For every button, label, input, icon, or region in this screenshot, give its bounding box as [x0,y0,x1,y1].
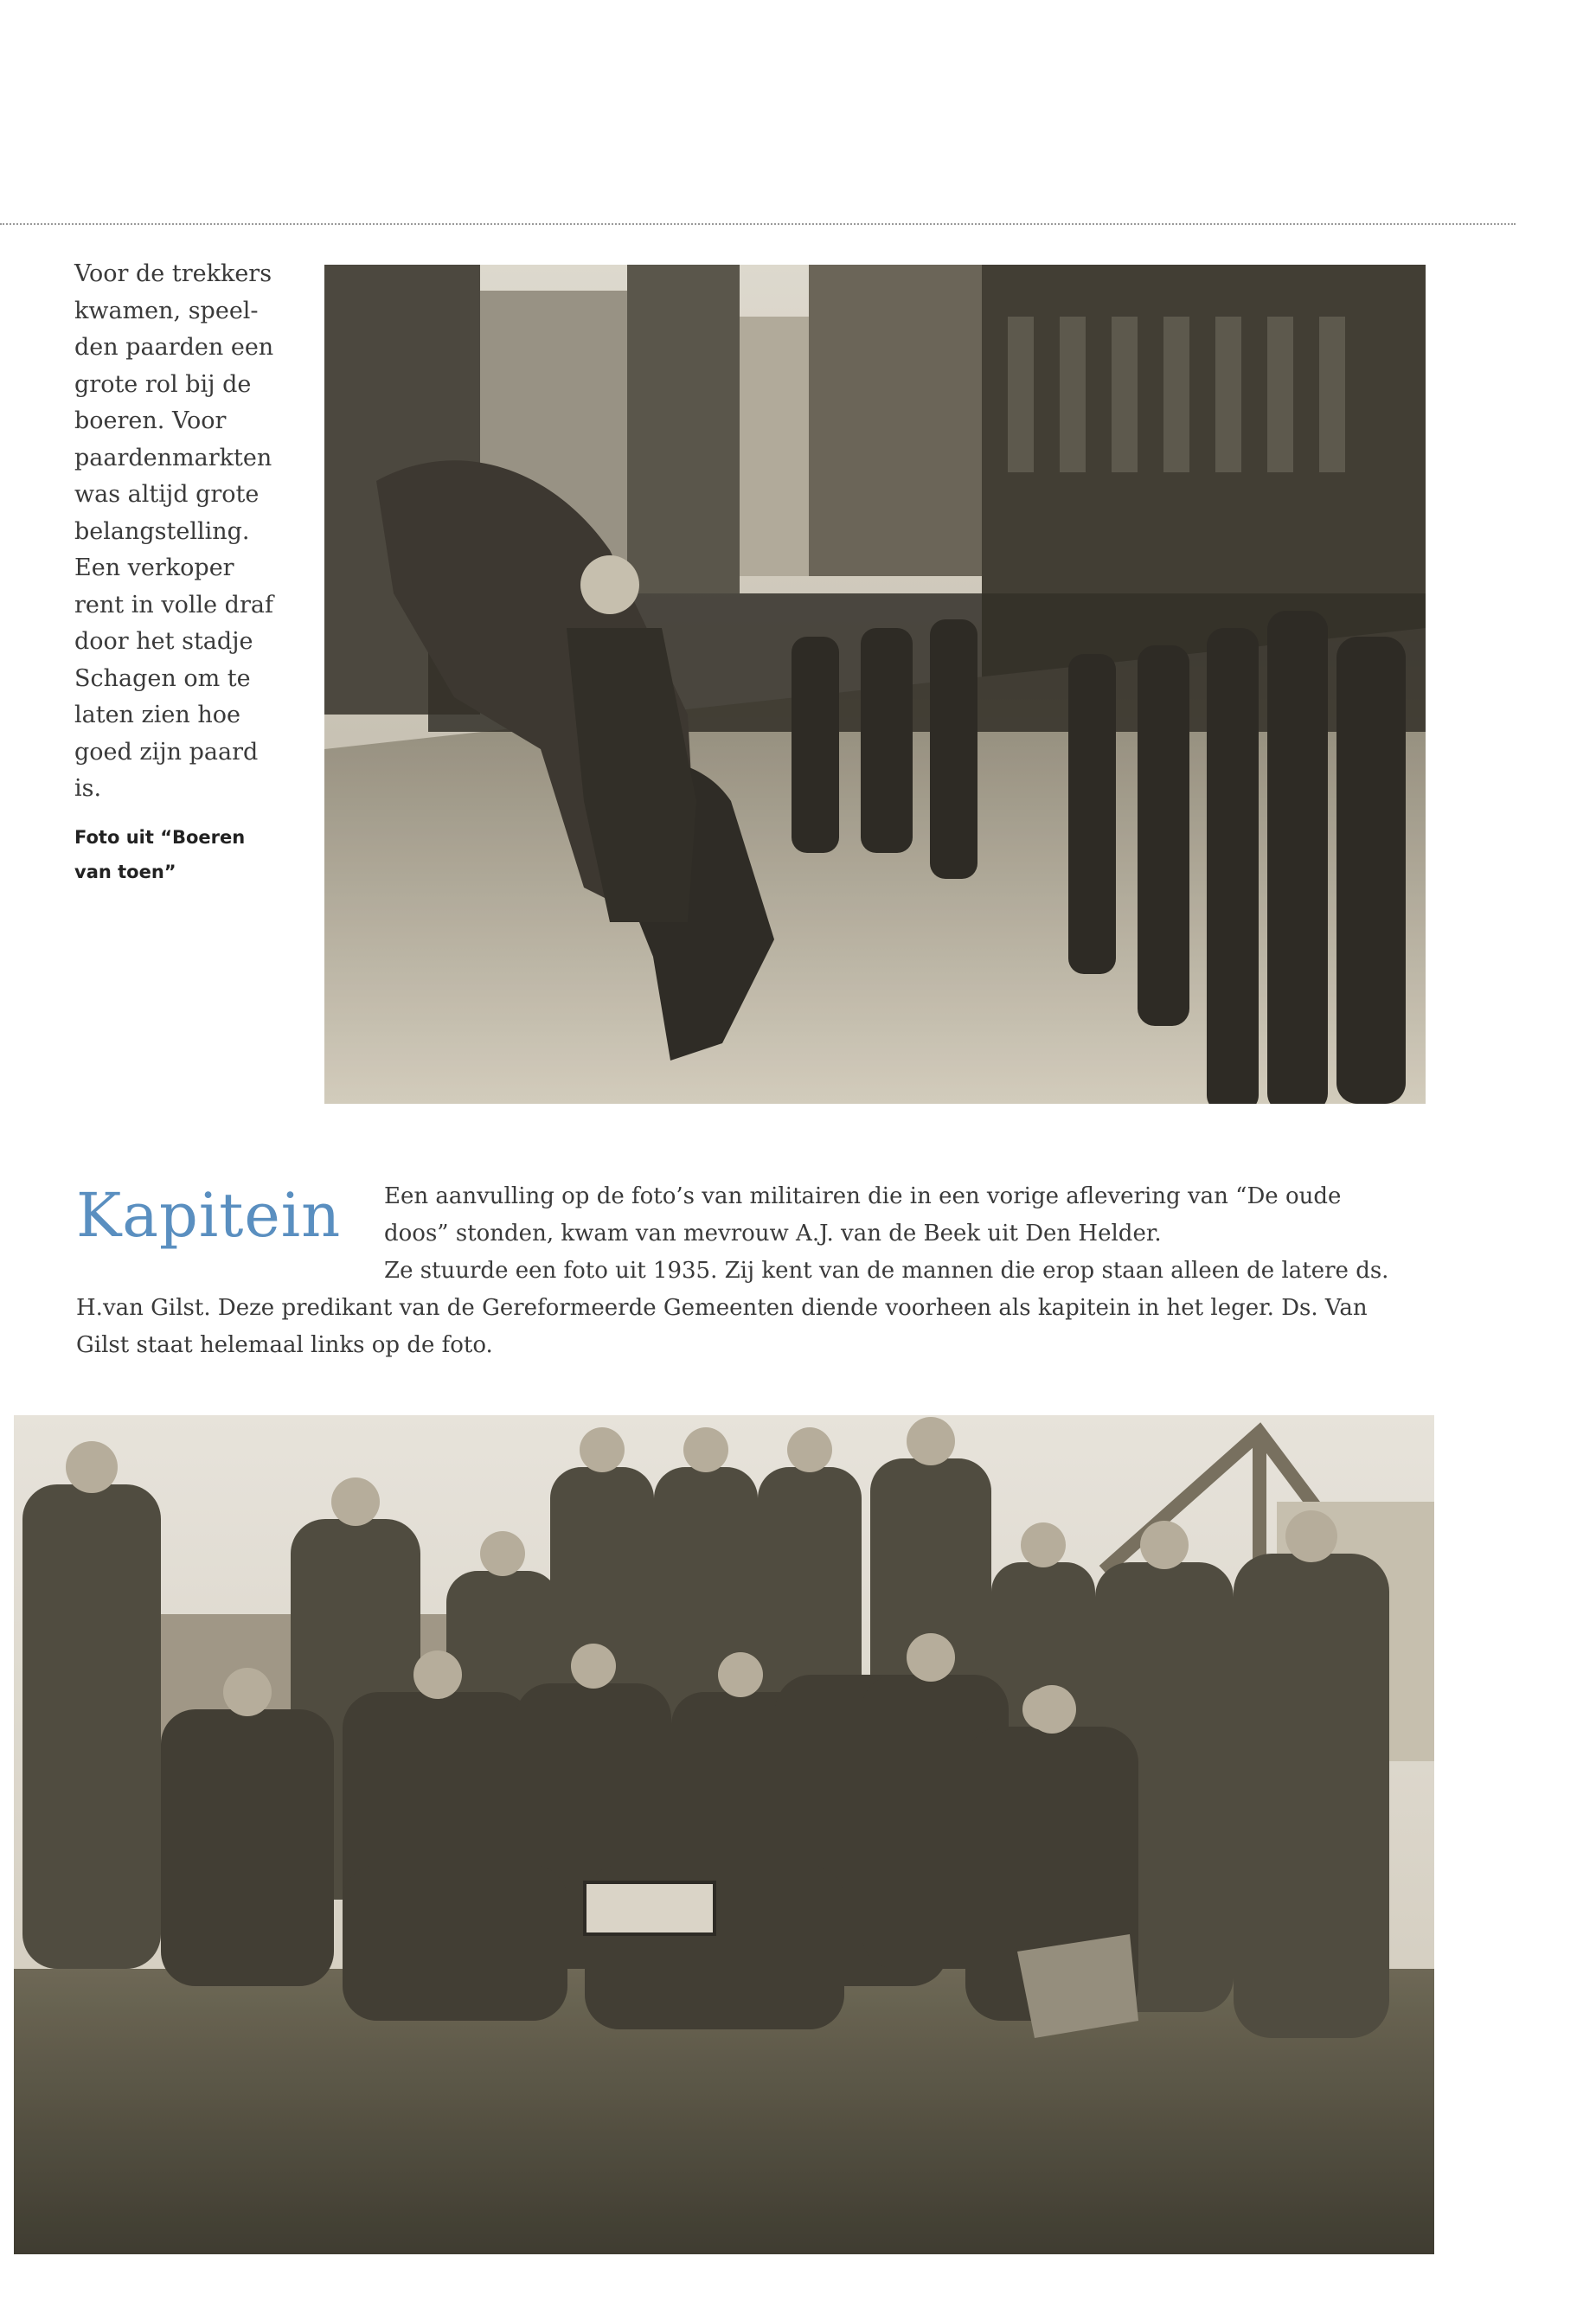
caption-line: Voor de trekkers [74,260,272,287]
dotted-separator [0,223,1516,225]
caption-line: laten zien hoe [74,702,240,728]
caption-line: is. [74,775,102,802]
intro-line: Ze stuurde een foto uit 1935. Zij kent van de mannen die erop staan alleen de latere ds. [384,1258,1389,1284]
caption-line: goed zijn paard [74,738,259,766]
caption-line: paardenmarkten [74,444,272,471]
caption-line: grote rol bij de [74,370,252,398]
horse-market-image [324,265,1426,1104]
intro-line: Een aanvulling op de foto’s van militairen die in een vorige aflevering van “De oude [384,1183,1342,1209]
caption-line: boeren. Voor [74,407,227,434]
intro-line: doos” stonden, kwam van mevrouw A.J. van de Beek uit Den Helder. [384,1221,1162,1247]
photo-credit [74,820,282,889]
article-heading: Kapitein [76,1180,342,1251]
caption-line: belangstelling. [74,517,250,545]
soldiers-group-image [14,1415,1434,2254]
horse-market-photo [324,265,1426,1104]
body-line: Gilst staat helemaal links op de foto. [76,1332,493,1358]
article-body [76,1290,1452,1364]
soldiers-group-photo [14,1415,1434,2254]
article-intro [384,1178,1474,1290]
credit-line: van toen” [74,861,176,882]
caption-line: Een verkoper [74,554,234,581]
photo-caption [74,256,282,889]
caption-line: kwamen, speel- [74,297,259,324]
body-line: H.van Gilst. Deze predikant van de Gereformeerde Gemeenten diende voorheen als kapitein in het leger. Ds. Van [76,1295,1368,1321]
caption-line: Schagen om te [74,664,251,692]
caption-line: was altijd grote [74,481,260,508]
credit-line: Foto uit “Boeren [74,826,246,848]
caption-line: rent in volle draf [74,591,273,619]
caption-line: den paarden een [74,334,274,361]
caption-line: door het stadje [74,628,253,655]
